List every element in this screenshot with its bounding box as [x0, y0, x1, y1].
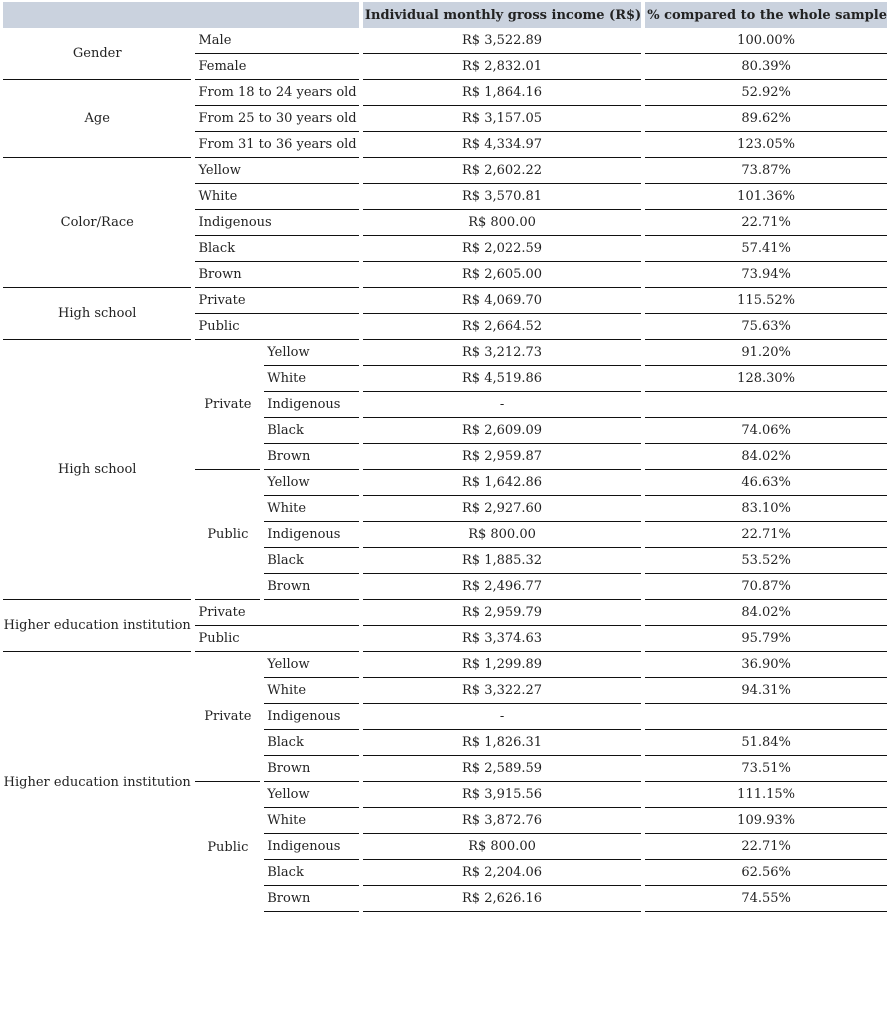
- group-label: Age: [3, 80, 191, 158]
- pct-cell: 52.92%: [645, 80, 887, 106]
- income-cell: R$ 800.00: [363, 522, 641, 548]
- group-label: High school: [3, 288, 191, 340]
- category-cell: Black: [264, 730, 359, 756]
- category-cell: Private: [195, 288, 358, 314]
- pct-cell: 22.71%: [645, 834, 887, 860]
- category-cell: Indigenous: [264, 392, 359, 418]
- income-cell: R$ 3,322.27: [363, 678, 641, 704]
- pct-cell: 22.71%: [645, 210, 887, 236]
- income-cell: R$ 2,664.52: [363, 314, 641, 340]
- pct-cell: 62.56%: [645, 860, 887, 886]
- income-cell: R$ 2,959.79: [363, 600, 641, 626]
- pct-cell: 91.20%: [645, 340, 887, 366]
- category-cell: Brown: [264, 574, 359, 600]
- category-cell: Indigenous: [264, 834, 359, 860]
- income-cell: R$ 1,299.89: [363, 652, 641, 678]
- subgroup-label: Public: [207, 839, 249, 855]
- pct-cell: 74.55%: [645, 886, 887, 912]
- income-table: [0, 2, 891, 912]
- category-cell: Black: [264, 418, 359, 444]
- subgroup-label: Private: [195, 652, 260, 782]
- income-cell: R$ 3,157.05: [363, 106, 641, 132]
- pct-cell: 101.36%: [645, 184, 887, 210]
- income-cell: R$ 3,570.81: [363, 184, 641, 210]
- category-cell: Male: [195, 28, 358, 54]
- income-cell: R$ 1,885.32: [363, 548, 641, 574]
- pct-cell: [645, 704, 887, 730]
- income-cell: R$ 800.00: [363, 834, 641, 860]
- income-cell: R$ 1,864.16: [363, 80, 641, 106]
- category-cell: Yellow: [264, 470, 359, 496]
- pct-cell: [645, 392, 887, 418]
- income-cell: R$ 3,374.63: [363, 626, 641, 652]
- income-cell: R$ 3,212.73: [363, 340, 641, 366]
- category-cell: Yellow: [264, 340, 359, 366]
- table-row: [3, 80, 887, 106]
- pct-cell: 74.06%: [645, 418, 887, 444]
- category-cell: Brown: [264, 756, 359, 782]
- income-cell: R$ 3,872.76: [363, 808, 641, 834]
- category-cell: Black: [264, 548, 359, 574]
- income-cell: R$ 4,334.97: [363, 132, 641, 158]
- category-cell: Brown: [195, 262, 358, 288]
- income-cell: R$ 2,959.87: [363, 444, 641, 470]
- header-blank: [3, 2, 359, 28]
- pct-cell: 57.41%: [645, 236, 887, 262]
- table-row: [3, 652, 887, 678]
- pct-cell: 84.02%: [645, 444, 887, 470]
- pct-cell: 73.87%: [645, 158, 887, 184]
- income-cell: R$ 2,204.06: [363, 860, 641, 886]
- table-row: [3, 158, 887, 184]
- income-cell: R$ 4,519.86: [363, 366, 641, 392]
- pct-cell: 89.62%: [645, 106, 887, 132]
- category-cell: White: [264, 496, 359, 522]
- header-income: Individual monthly gross income (R$): [363, 2, 641, 28]
- pct-cell: 109.93%: [645, 808, 887, 834]
- pct-cell: 100.00%: [645, 28, 887, 54]
- income-cell: R$ 2,602.22: [363, 158, 641, 184]
- income-cell: R$ 2,022.59: [363, 236, 641, 262]
- header-pct: % compared to the whole sample: [645, 2, 887, 28]
- pct-cell: 95.79%: [645, 626, 887, 652]
- subgroup-label: Private: [195, 340, 260, 470]
- group-label: Higher education institution: [3, 600, 191, 652]
- category-cell: From 18 to 24 years old: [195, 80, 358, 106]
- category-cell: Indigenous: [264, 522, 359, 548]
- category-cell: Public: [195, 314, 358, 340]
- category-cell: Black: [195, 236, 358, 262]
- pct-cell: 75.63%: [645, 314, 887, 340]
- income-cell: R$ 2,832.01: [363, 54, 641, 80]
- group-label: Gender: [3, 28, 191, 80]
- income-cell: R$ 3,522.89: [363, 28, 641, 54]
- pct-cell: 123.05%: [645, 132, 887, 158]
- pct-cell: 83.10%: [645, 496, 887, 522]
- category-cell: Indigenous: [195, 210, 358, 236]
- income-cell: R$ 1,642.86: [363, 470, 641, 496]
- subgroup-label: Public: [195, 470, 260, 600]
- category-cell: White: [264, 366, 359, 392]
- category-cell: Black: [264, 860, 359, 886]
- table-row: [3, 340, 887, 366]
- category-cell: Yellow: [195, 158, 358, 184]
- category-cell: Yellow: [264, 652, 359, 678]
- pct-cell: 22.71%: [645, 522, 887, 548]
- pct-cell: 53.52%: [645, 548, 887, 574]
- table-row: [3, 600, 887, 626]
- pct-cell: 46.63%: [645, 470, 887, 496]
- income-cell: R$ 2,927.60: [363, 496, 641, 522]
- category-cell: Brown: [264, 444, 359, 470]
- category-cell: Brown: [264, 886, 359, 912]
- table-row: [3, 288, 887, 314]
- pct-cell: 73.94%: [645, 262, 887, 288]
- pct-cell: 128.30%: [645, 366, 887, 392]
- income-cell: R$ 2,605.00: [363, 262, 641, 288]
- group-label: Higher education institution: [3, 774, 191, 790]
- pct-cell: 115.52%: [645, 288, 887, 314]
- category-cell: From 31 to 36 years old: [195, 132, 358, 158]
- category-cell: From 25 to 30 years old: [195, 106, 358, 132]
- category-cell: White: [264, 808, 359, 834]
- income-cell: -: [363, 392, 641, 418]
- pct-cell: 51.84%: [645, 730, 887, 756]
- pct-cell: 80.39%: [645, 54, 887, 80]
- category-cell: White: [195, 184, 358, 210]
- category-cell: Indigenous: [264, 704, 359, 730]
- income-cell: R$ 800.00: [363, 210, 641, 236]
- income-cell: R$ 2,589.59: [363, 756, 641, 782]
- category-cell: Public: [195, 626, 358, 652]
- pct-cell: 84.02%: [645, 600, 887, 626]
- table-header: [3, 2, 887, 28]
- income-cell: -: [363, 704, 641, 730]
- pct-cell: 94.31%: [645, 678, 887, 704]
- income-cell: R$ 2,609.09: [363, 418, 641, 444]
- income-cell: R$ 3,915.56: [363, 782, 641, 808]
- pct-cell: 36.90%: [645, 652, 887, 678]
- group-label: Color/Race: [3, 158, 191, 288]
- pct-cell: 73.51%: [645, 756, 887, 782]
- income-cell: R$ 4,069.70: [363, 288, 641, 314]
- category-cell: Yellow: [264, 782, 359, 808]
- income-cell: R$ 1,826.31: [363, 730, 641, 756]
- category-cell: Private: [195, 600, 358, 626]
- category-cell: Female: [195, 54, 358, 80]
- income-cell: R$ 2,496.77: [363, 574, 641, 600]
- pct-cell: 70.87%: [645, 574, 887, 600]
- group-label: High school: [3, 340, 191, 600]
- pct-cell: 111.15%: [645, 782, 887, 808]
- income-cell: R$ 2,626.16: [363, 886, 641, 912]
- category-cell: White: [264, 678, 359, 704]
- table-row: [3, 28, 887, 54]
